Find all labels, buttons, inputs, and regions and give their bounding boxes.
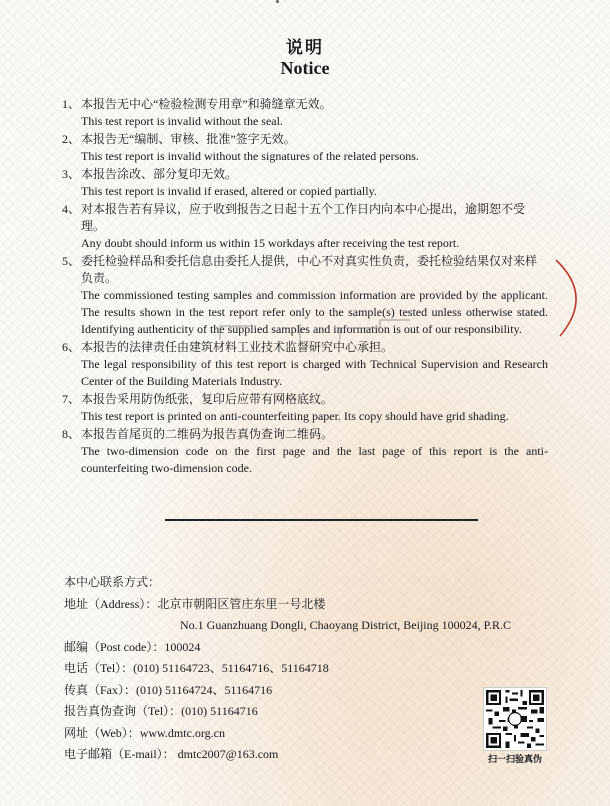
- notice-item-3: [62, 166, 548, 200]
- item-number: 6、: [62, 340, 81, 354]
- item-number: 4、: [62, 202, 81, 216]
- notice-item-2: [62, 131, 548, 165]
- item-text-en: This test report is invalid if erased, altered or copied partially.: [81, 184, 377, 198]
- item-number: 1、: [62, 97, 81, 111]
- item-number: 3、: [62, 167, 81, 181]
- item-number: 7、: [62, 392, 81, 406]
- item-text-en: The two-dimension code on the first page and the last page of this report is the anti-counterfeiting two-dimension code.: [81, 444, 548, 475]
- contact-postcode: 邮编（Post code）：100024: [64, 639, 201, 654]
- item-text-cn: 本报告首尾页的二维码为报告真伪查询二维码。: [81, 427, 334, 441]
- item-text-en: This test report is invalid without the seal.: [81, 114, 283, 128]
- item-text-en: This test report is printed on anti-counterfeiting paper. Its copy should have grid shading.: [81, 409, 509, 423]
- item-number: 8、: [62, 427, 81, 441]
- item-text-cn: 本报告无“编制、审核、批准”签字无效。: [81, 132, 296, 146]
- item-text-cn: 本报告采用防伪纸张，复印后应带有网格底纹。: [81, 392, 334, 406]
- item-text-en: The commissioned testing samples and commission information are provided by the applicant. The results shown in the test report refer only to the sample(s) tested unless otherwise stated. Identifying authenticity of the supplied samples and information is out of our responsibility.: [81, 288, 548, 336]
- contact-web: 网址（Web）：www.dmtc.org.cn: [64, 725, 226, 740]
- contact-block: [64, 572, 544, 766]
- item-text-en: This test report is invalid without the signatures of the related persons.: [81, 149, 419, 163]
- notice-item-7: [62, 391, 548, 425]
- seam-seal-lines: [180, 318, 440, 348]
- qr-caption: 扫一扫验真伪: [487, 754, 542, 764]
- contact-address-en: No.1 Guanzhuang Dongli, Chaoyang District, Beijing 100024, P.R.C: [180, 618, 511, 632]
- contact-fax: 传真（Fax）：(010) 51164724、51164716: [64, 682, 273, 697]
- item-text-cn: 本报告的法律责任由建筑材料工业技术监督研究中心承担。: [81, 340, 394, 354]
- contact-email: 电子邮箱（E-mail）： dmtc2007@163.com: [64, 747, 279, 761]
- item-number: 5、: [62, 254, 81, 268]
- notice-item-4: [62, 201, 548, 252]
- item-text-en: Any doubt should inform us within 15 workdays after receiving the test report.: [81, 236, 460, 250]
- item-text-cn: 委托检验样品和委托信息由委托人提供，中心不对真实性负责，委托检验结果仅对来样负责。: [81, 254, 538, 285]
- page-edge-dot: [276, 0, 279, 3]
- contact-verify-tel: 报告真伪查询（Tel）：(010) 51164716: [64, 704, 258, 718]
- divider-line: [165, 519, 478, 521]
- contact-tel: 电话（Tel）：(010) 51164723、51164716、51164718: [64, 661, 329, 675]
- qr-code-icon: [483, 687, 547, 751]
- item-number: 2、: [62, 132, 81, 146]
- stamp-edge-mark: [550, 258, 600, 338]
- notice-item-1: [62, 96, 548, 130]
- notice-item-8: [62, 426, 548, 477]
- item-text-cn: 本报告无中心“检验检测专用章”和骑缝章无效。: [81, 97, 332, 111]
- contact-heading: 本中心联系方式：: [64, 575, 161, 589]
- title-cn: 说明: [286, 38, 324, 57]
- notice-list: [62, 96, 548, 477]
- item-text-en: The legal responsibility of this test report is charged with Technical Supervision and Research Center of the Building Materials Industry.: [81, 357, 548, 388]
- title-en: Notice: [280, 58, 330, 78]
- contact-address-cn: 地址（Address）：北京市朝阳区管庄东里一号北楼: [64, 596, 326, 611]
- item-text-cn: 对本报告若有异议，应于收到报告之日起十五个工作日内向本中心提出，逾期恕不受理。: [81, 202, 526, 233]
- item-text-cn: 本报告涂改、部分复印无效。: [81, 167, 238, 181]
